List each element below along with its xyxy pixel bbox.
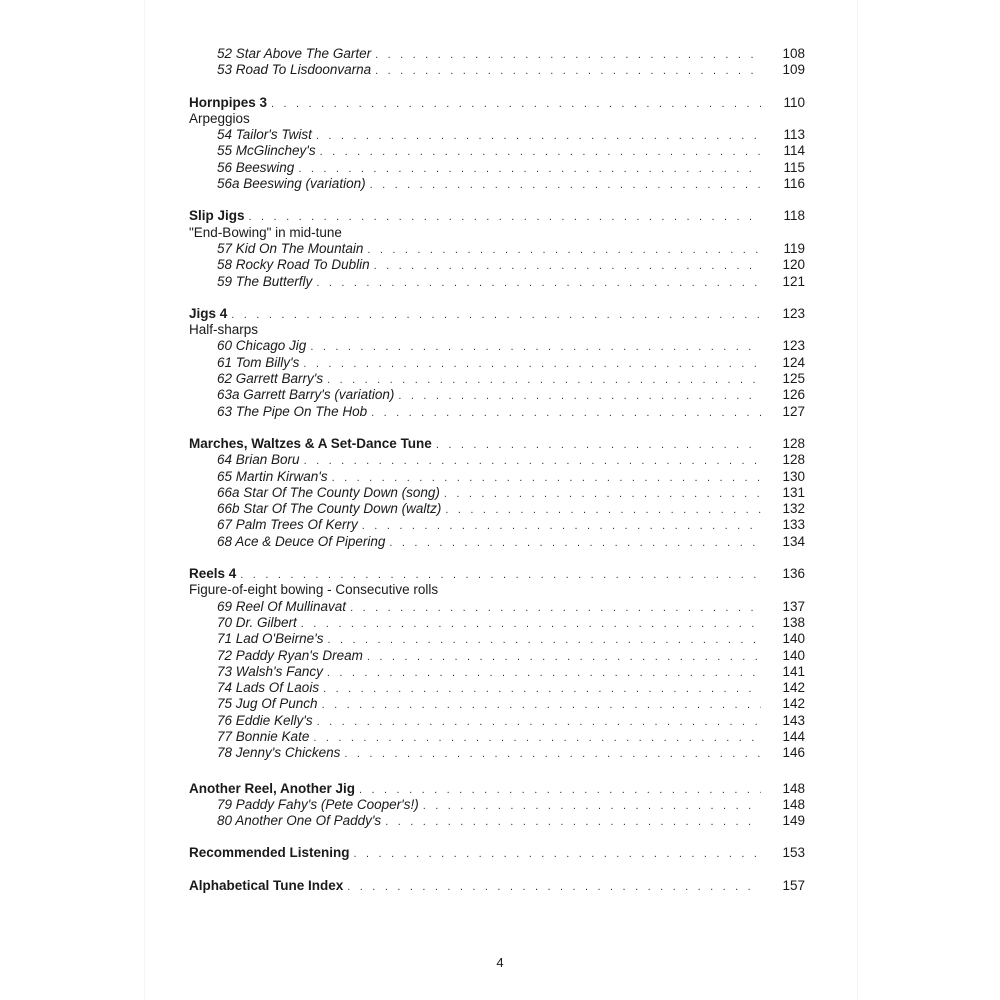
toc-tune-entry <box>189 452 805 468</box>
entry-page-number: 114 <box>783 143 805 159</box>
toc-tune-entry <box>189 404 805 420</box>
entry-title: 57 Kid On The Mountain <box>217 240 364 256</box>
entry-title: 79 Paddy Fahy's (Pete Cooper's!) <box>217 796 419 812</box>
dot-leader <box>389 535 761 551</box>
toc-tune-entry <box>189 680 805 696</box>
toc-tune-entry <box>189 745 805 761</box>
entry-page-number: 134 <box>782 533 805 549</box>
dot-leader <box>347 879 761 895</box>
dot-leader <box>445 502 761 518</box>
entry-title: 80 Another One Of Paddy's <box>217 813 382 829</box>
entry-page-number: 143 <box>782 712 805 728</box>
entry-title: 75 Jug Of Punch <box>217 696 318 712</box>
dot-leader <box>301 616 761 632</box>
dot-leader <box>375 47 761 63</box>
dot-leader <box>323 681 761 697</box>
entry-page-number: 123 <box>782 338 805 354</box>
entry-title: 76 Eddie Kelly's <box>217 712 313 728</box>
section-spacer <box>189 420 805 436</box>
toc-section-entry <box>189 566 805 582</box>
entry-title: 61 Tom Billy's <box>217 354 300 370</box>
entry-page-number: 157 <box>782 877 805 893</box>
dot-leader <box>240 567 761 583</box>
toc-tune-entry <box>189 501 805 517</box>
entry-title: 69 Reel Of Mullinavat <box>217 598 347 614</box>
entry-title: Alphabetical Tune Index <box>189 877 344 893</box>
dot-leader <box>332 470 761 486</box>
dot-leader <box>310 339 761 355</box>
entry-page-number: 130 <box>782 468 805 484</box>
toc-tune-entry <box>189 387 805 403</box>
toc-tune-entry <box>189 729 805 745</box>
entry-title: 72 Paddy Ryan's Dream <box>217 647 363 663</box>
toc-section-entry <box>189 878 805 894</box>
toc-section-entry <box>189 208 805 224</box>
dot-leader <box>370 177 761 193</box>
entry-title: 77 Bonnie Kate <box>217 728 310 744</box>
entry-page-number: 115 <box>783 159 805 175</box>
toc-tune-entry <box>189 664 805 680</box>
dot-leader <box>362 518 761 534</box>
entry-title: 58 Rocky Road To Dublin <box>217 257 370 273</box>
dot-leader <box>374 258 761 274</box>
entry-page-number: 124 <box>782 354 805 370</box>
entry-page-number: 110 <box>783 94 805 110</box>
entry-page-number: 119 <box>783 240 805 256</box>
dot-leader <box>350 600 761 616</box>
entry-page-number: 108 <box>782 46 805 61</box>
dot-leader <box>304 453 761 469</box>
toc-tune-entry <box>189 241 805 257</box>
dot-leader <box>316 275 761 291</box>
section-spacer <box>189 829 805 845</box>
entry-page-number: 123 <box>782 305 805 321</box>
toc-tune-entry <box>189 599 805 615</box>
dot-leader <box>320 144 761 160</box>
entry-title: 55 McGlinchey's <box>217 143 316 159</box>
entry-title: Slip Jigs <box>189 208 245 224</box>
entry-page-number: 136 <box>782 566 805 582</box>
entry-title: 56 Beeswing <box>217 159 295 175</box>
entry-title: 71 Lad O'Beirne's <box>217 631 324 647</box>
section-spacer <box>189 79 805 95</box>
entry-title: 54 Tailor's Twist <box>217 127 312 143</box>
entry-page-number: 149 <box>782 813 805 829</box>
entry-page-number: 148 <box>782 796 805 812</box>
dot-leader <box>231 307 761 323</box>
toc-tune-entry <box>189 371 805 387</box>
entry-title: Marches, Waltzes & A Set-Dance Tune <box>189 435 432 451</box>
entry-page-number: 138 <box>782 614 805 630</box>
dot-leader <box>359 782 761 798</box>
toc-tune-entry <box>189 62 805 78</box>
toc-tune-entry <box>189 160 805 176</box>
page-number: 4 <box>496 955 504 970</box>
entry-title: 56a Beeswing (variation) <box>217 176 366 192</box>
table-of-contents <box>189 46 805 894</box>
entry-page-number: 126 <box>782 387 805 403</box>
entry-page-number: 118 <box>783 208 805 224</box>
toc-section-entry <box>189 845 805 861</box>
toc-tune-entry <box>189 127 805 143</box>
entry-title: Jigs 4 <box>189 305 228 321</box>
dot-leader <box>398 388 761 404</box>
toc-tune-entry <box>189 338 805 354</box>
toc-section-entry <box>189 436 805 452</box>
toc-tune-entry <box>189 469 805 485</box>
dot-leader <box>423 798 761 814</box>
toc-tune-entry <box>189 713 805 729</box>
dot-leader <box>317 714 761 730</box>
entry-title: 66b Star Of The County Down (waltz) <box>217 501 442 517</box>
entry-page-number: 142 <box>782 696 805 712</box>
entry-page-number: 128 <box>782 452 805 468</box>
dot-leader <box>327 665 761 681</box>
toc-subtopic <box>189 111 805 127</box>
toc-tune-entry <box>189 696 805 712</box>
entry-page-number: 120 <box>782 257 805 273</box>
toc-tune-entry <box>189 176 805 192</box>
dot-leader <box>303 356 761 372</box>
entry-title: 63 The Pipe On The Hob <box>217 403 368 419</box>
entry-title: 67 Palm Trees Of Kerry <box>217 517 358 533</box>
toc-subtopic <box>189 582 805 598</box>
entry-title: 60 Chicago Jig <box>217 338 307 354</box>
dot-leader <box>327 372 761 388</box>
dot-leader <box>371 405 761 421</box>
dot-leader <box>271 96 761 112</box>
toc-tune-entry <box>189 274 805 290</box>
entry-page-number: 146 <box>782 745 805 761</box>
toc-tune-entry <box>189 46 805 62</box>
entry-page-number: 141 <box>782 663 805 679</box>
entry-title: Hornpipes 3 <box>189 94 268 110</box>
dot-leader <box>298 161 761 177</box>
dot-leader <box>367 649 761 665</box>
toc-tune-entry <box>189 615 805 631</box>
entry-title: 70 Dr. Gilbert <box>217 614 297 630</box>
toc-tune-entry <box>189 485 805 501</box>
dot-leader <box>354 846 761 862</box>
entry-page-number: 148 <box>782 780 805 796</box>
entry-page-number: 125 <box>782 371 805 387</box>
dot-leader <box>436 437 761 453</box>
dot-leader <box>322 697 761 713</box>
toc-tune-entry <box>189 813 805 829</box>
toc-section-entry <box>189 306 805 322</box>
section-spacer <box>189 762 805 781</box>
toc-tune-entry <box>189 648 805 664</box>
entry-title: 65 Martin Kirwan's <box>217 468 328 484</box>
dot-leader <box>367 242 761 258</box>
entry-page-number: 137 <box>782 598 805 614</box>
toc-subtopic <box>189 322 805 338</box>
entry-title: Reels 4 <box>189 566 237 582</box>
entry-title: 59 The Butterfly <box>217 273 313 289</box>
entry-title: 74 Lads Of Laois <box>217 680 320 696</box>
entry-page-number: 144 <box>782 728 805 744</box>
entry-page-number: 127 <box>782 403 805 419</box>
dot-leader <box>249 209 761 225</box>
entry-page-number: 121 <box>782 273 805 289</box>
toc-tune-entry <box>189 257 805 273</box>
section-spacer <box>189 290 805 306</box>
entry-title: 52 Star Above The Garter <box>217 46 372 61</box>
toc-subtopic <box>189 225 805 241</box>
entry-title: 78 Jenny's Chickens <box>217 745 341 761</box>
section-spacer <box>189 550 805 566</box>
entry-title: 64 Brian Boru <box>217 452 300 468</box>
entry-page-number: 109 <box>782 62 805 78</box>
entry-title: Half-sharps <box>189 322 259 338</box>
entry-title: 63a Garrett Barry's (variation) <box>217 387 395 403</box>
dot-leader <box>375 63 761 79</box>
entry-title: 66a Star Of The County Down (song) <box>217 484 440 500</box>
toc-tune-entry <box>189 517 805 533</box>
toc-tune-entry <box>189 631 805 647</box>
entry-page-number: 113 <box>783 127 805 143</box>
entry-page-number: 131 <box>782 484 805 500</box>
dot-leader <box>444 486 761 502</box>
entry-title: Recommended Listening <box>189 845 350 861</box>
entry-title: "End-Bowing" in mid-tune <box>189 224 342 240</box>
entry-page-number: 116 <box>783 176 805 192</box>
entry-title: Arpeggios <box>189 110 250 126</box>
entry-title: 68 Ace & Deuce Of Pipering <box>217 533 386 549</box>
dot-leader <box>316 128 761 144</box>
entry-page-number: 128 <box>782 435 805 451</box>
entry-title: 53 Road To Lisdoonvarna <box>217 62 372 78</box>
dot-leader <box>327 632 761 648</box>
section-spacer <box>189 862 805 878</box>
entry-title: 62 Garrett Barry's <box>217 371 324 387</box>
entry-page-number: 153 <box>782 845 805 861</box>
entry-page-number: 140 <box>782 647 805 663</box>
toc-tune-entry <box>189 797 805 813</box>
toc-tune-entry <box>189 143 805 159</box>
entry-page-number: 133 <box>782 517 805 533</box>
toc-tune-entry <box>189 534 805 550</box>
entry-title: Another Reel, Another Jig <box>189 780 356 796</box>
dot-leader <box>385 814 761 830</box>
entry-title: 73 Walsh's Fancy <box>217 663 323 679</box>
section-spacer <box>189 192 805 208</box>
toc-tune-entry <box>189 355 805 371</box>
entry-page-number: 140 <box>782 631 805 647</box>
toc-section-entry <box>189 95 805 111</box>
entry-page-number: 142 <box>782 680 805 696</box>
toc-section-entry <box>189 781 805 797</box>
entry-title: Figure-of-eight bowing - Consecutive rolls <box>189 582 439 598</box>
dot-leader <box>344 746 761 762</box>
dot-leader <box>313 730 761 746</box>
entry-page-number: 132 <box>782 501 805 517</box>
